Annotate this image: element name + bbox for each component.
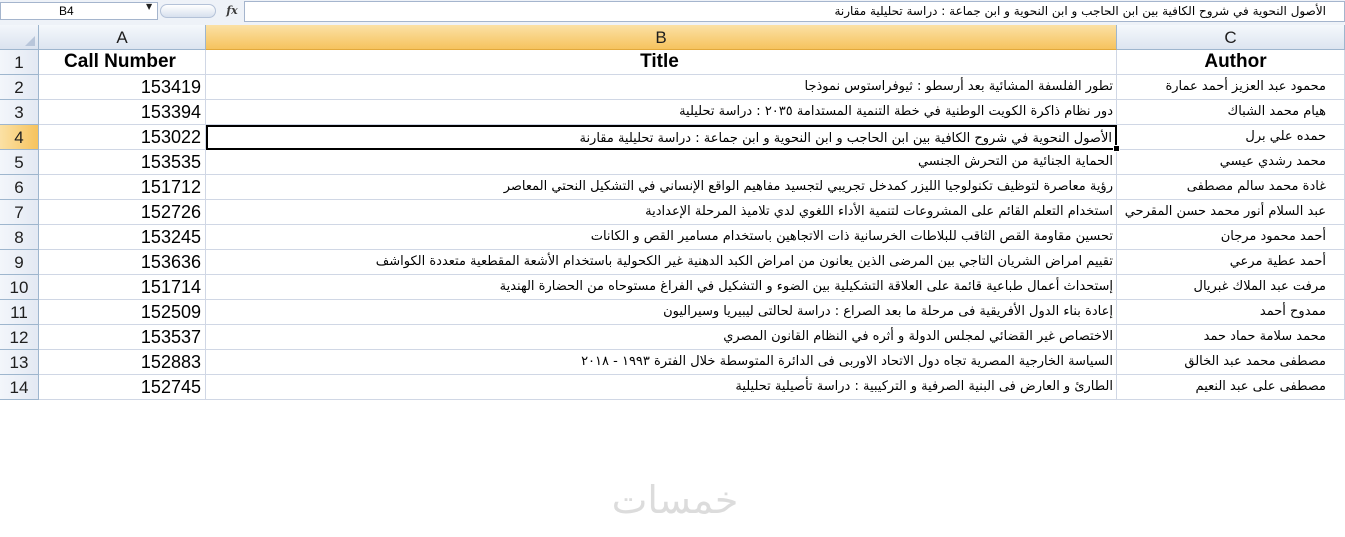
cell-header-call-number[interactable]: Call Number bbox=[39, 50, 206, 75]
cell-author-text: مرفت عبد الملاك غبريال bbox=[1193, 279, 1326, 294]
cell-author-text: مصطفى محمد عبد الخالق bbox=[1184, 354, 1326, 369]
chevron-down-icon[interactable]: ▼ bbox=[146, 2, 153, 11]
cell-author[interactable] bbox=[1117, 325, 1345, 350]
row-header[interactable]: 14 bbox=[0, 375, 39, 400]
cell-author-text: محمود عبد العزيز أحمد عمارة bbox=[1165, 79, 1326, 94]
cell-title[interactable]: إعادة بناء الدول الأفريقية فى مرحلة ما بعد الصراع : دراسة لحالتى ليبيريا وسيراليون bbox=[206, 300, 1117, 325]
cell-title[interactable]: السياسة الخارجية المصرية تجاه دول الاتحاد الاوربى فى الدائرة المتوسطة خلال الفترة ١٩٩٣ - ٢٠١٨ bbox=[206, 350, 1117, 375]
cell-call-number[interactable]: 152509 bbox=[39, 300, 206, 325]
cell-header-title[interactable]: Title bbox=[206, 50, 1117, 75]
column-header-c[interactable]: C bbox=[1117, 25, 1345, 50]
worksheet-grid bbox=[0, 25, 1345, 401]
cell-title[interactable]: تقييم امراض الشريان التاجي بين المرضى الذين يعانون من امراض الكبد الدهنية غير الكحولية باستخدام الأشعة المقطعية متعددة الكواشف bbox=[206, 250, 1117, 275]
name-box[interactable]: B4 bbox=[0, 2, 158, 20]
cell-author-text: ممدوح أحمد bbox=[1259, 304, 1326, 319]
insert-function-icon[interactable]: fx bbox=[226, 4, 238, 17]
cell-title[interactable]: إستحداث أعمال طباعية قائمة على العلاقة التشكيلية بين الضوء و التشكيل في الفراغ مستوحاه من الحضارة الهندية bbox=[206, 275, 1117, 300]
cell-header-author[interactable]: Author bbox=[1117, 50, 1345, 75]
cell-call-number[interactable]: 152745 bbox=[39, 375, 206, 400]
cell-author[interactable] bbox=[1117, 375, 1345, 400]
column-headers bbox=[0, 25, 1345, 50]
cell-author-text: محمد سلامة حماد حمد bbox=[1203, 329, 1326, 344]
cell-call-number[interactable]: 153245 bbox=[39, 225, 206, 250]
row-header[interactable]: 6 bbox=[0, 175, 39, 200]
table-row bbox=[0, 325, 1345, 350]
cell-author-text: غادة محمد سالم مصطفى bbox=[1186, 179, 1326, 194]
cell-call-number[interactable]: 153394 bbox=[39, 100, 206, 125]
header-row bbox=[0, 50, 1345, 75]
cell-author[interactable] bbox=[1117, 225, 1345, 250]
table-row bbox=[0, 350, 1345, 375]
cell-author-text: مصطفى على عبد النعيم bbox=[1195, 379, 1326, 394]
cell-author[interactable] bbox=[1117, 275, 1345, 300]
table-row bbox=[0, 250, 1345, 275]
cell-title[interactable]: الحماية الجنائية من التحرش الجنسي bbox=[206, 150, 1117, 175]
table-row bbox=[0, 375, 1345, 400]
row-header[interactable]: 10 bbox=[0, 275, 39, 300]
row-header[interactable]: 13 bbox=[0, 350, 39, 375]
table-row bbox=[0, 225, 1345, 250]
table-row bbox=[0, 200, 1345, 225]
cell-author-text: محمد رشدي عيسي bbox=[1219, 154, 1326, 169]
cell-call-number[interactable]: 153535 bbox=[39, 150, 206, 175]
cell-call-number[interactable]: 153419 bbox=[39, 75, 206, 100]
select-all-button[interactable] bbox=[0, 25, 39, 50]
cell-author[interactable] bbox=[1117, 100, 1345, 125]
formula-bar-resize-handle[interactable] bbox=[160, 4, 216, 18]
table-row bbox=[0, 275, 1345, 300]
cell-title-selected[interactable]: الأصول النحوية في شروح الكافية بين ابن الحاجب و ابن النحوية و ابن جماعة : دراسة تحليلية مقارنة bbox=[206, 125, 1117, 150]
fill-handle[interactable] bbox=[1113, 145, 1120, 152]
row-header[interactable]: 8 bbox=[0, 225, 39, 250]
cell-call-number[interactable]: 153022 bbox=[39, 125, 206, 150]
cell-title[interactable]: تطور الفلسفة المشائية بعد أرسطو : ثيوفراستوس نموذجا bbox=[206, 75, 1117, 100]
formula-input[interactable]: الأصول النحوية في شروح الكافية بين ابن الحاجب و ابن النحوية و ابن جماعة : دراسة تحليلية مقارنة bbox=[244, 1, 1345, 22]
row-header[interactable]: 5 bbox=[0, 150, 39, 175]
table-row bbox=[0, 75, 1345, 100]
row-header[interactable]: 11 bbox=[0, 300, 39, 325]
cell-author[interactable] bbox=[1117, 125, 1345, 150]
cell-author-text: حمده علي برل bbox=[1245, 129, 1326, 144]
column-header-b[interactable]: B bbox=[206, 25, 1117, 50]
formula-bar bbox=[0, 0, 1345, 26]
cell-call-number[interactable]: 153636 bbox=[39, 250, 206, 275]
cell-author[interactable] bbox=[1117, 250, 1345, 275]
cell-author[interactable] bbox=[1117, 300, 1345, 325]
cell-author-text: هيام محمد الشباك bbox=[1227, 104, 1326, 119]
table-row bbox=[0, 300, 1345, 325]
table-row bbox=[0, 100, 1345, 125]
cell-title[interactable]: دور نظام ذاكرة الكويت الوطنية في خطة التنمية المستدامة ٢٠٣٥ : دراسة تحليلية bbox=[206, 100, 1117, 125]
cell-call-number[interactable]: 152883 bbox=[39, 350, 206, 375]
cell-call-number[interactable]: 153537 bbox=[39, 325, 206, 350]
row-header[interactable]: 4 bbox=[0, 125, 39, 150]
cell-title[interactable]: تحسين مقاومة القص الثاقب للبلاطات الخرسانية ذات الاتجاهين باستخدام مسامير القص و الكانات bbox=[206, 225, 1117, 250]
row-header[interactable]: 9 bbox=[0, 250, 39, 275]
cell-author[interactable] bbox=[1117, 150, 1345, 175]
cell-author[interactable] bbox=[1117, 175, 1345, 200]
cell-author[interactable] bbox=[1117, 200, 1345, 225]
watermark-logo: خمسات bbox=[611, 478, 739, 522]
cell-title[interactable]: الطارئ و العارض فى البنية الصرفية و التركيبية : دراسة تأصيلية تحليلية bbox=[206, 375, 1117, 400]
table-row bbox=[0, 150, 1345, 175]
cell-author-text: أحمد محمود مرجان bbox=[1220, 229, 1326, 244]
column-header-a[interactable]: A bbox=[39, 25, 206, 50]
row-header[interactable]: 2 bbox=[0, 75, 39, 100]
cell-title[interactable]: رؤية معاصرة لتوظيف تكنولوجيا الليزر كمدخل تجريبي لتجسيد مفاهيم الواقع الإنساني في التشكيل النحتي المعاصر bbox=[206, 175, 1117, 200]
cell-author-text: عبد السلام أنور محمد حسن المقرحي bbox=[1124, 204, 1326, 219]
row-header[interactable]: 7 bbox=[0, 200, 39, 225]
cell-title[interactable]: استخدام التعلم القائم على المشروعات لتنمية الأداء اللغوي لدي تلاميذ المرحلة الإعدادية bbox=[206, 200, 1117, 225]
cell-author[interactable] bbox=[1117, 350, 1345, 375]
row-header[interactable]: 1 bbox=[0, 50, 39, 75]
cell-author-text: أحمد عطية مرعي bbox=[1229, 254, 1326, 269]
cell-call-number[interactable]: 151712 bbox=[39, 175, 206, 200]
row-header[interactable]: 12 bbox=[0, 325, 39, 350]
select-all-icon bbox=[25, 36, 35, 46]
row-header[interactable]: 3 bbox=[0, 100, 39, 125]
cell-author[interactable] bbox=[1117, 75, 1345, 100]
cell-title[interactable]: الاختصاص غير القضائي لمجلس الدولة و أثره في النظام القانون المصري bbox=[206, 325, 1117, 350]
cell-call-number[interactable]: 151714 bbox=[39, 275, 206, 300]
table-row bbox=[0, 125, 1345, 150]
cell-call-number[interactable]: 152726 bbox=[39, 200, 206, 225]
table-row bbox=[0, 175, 1345, 200]
